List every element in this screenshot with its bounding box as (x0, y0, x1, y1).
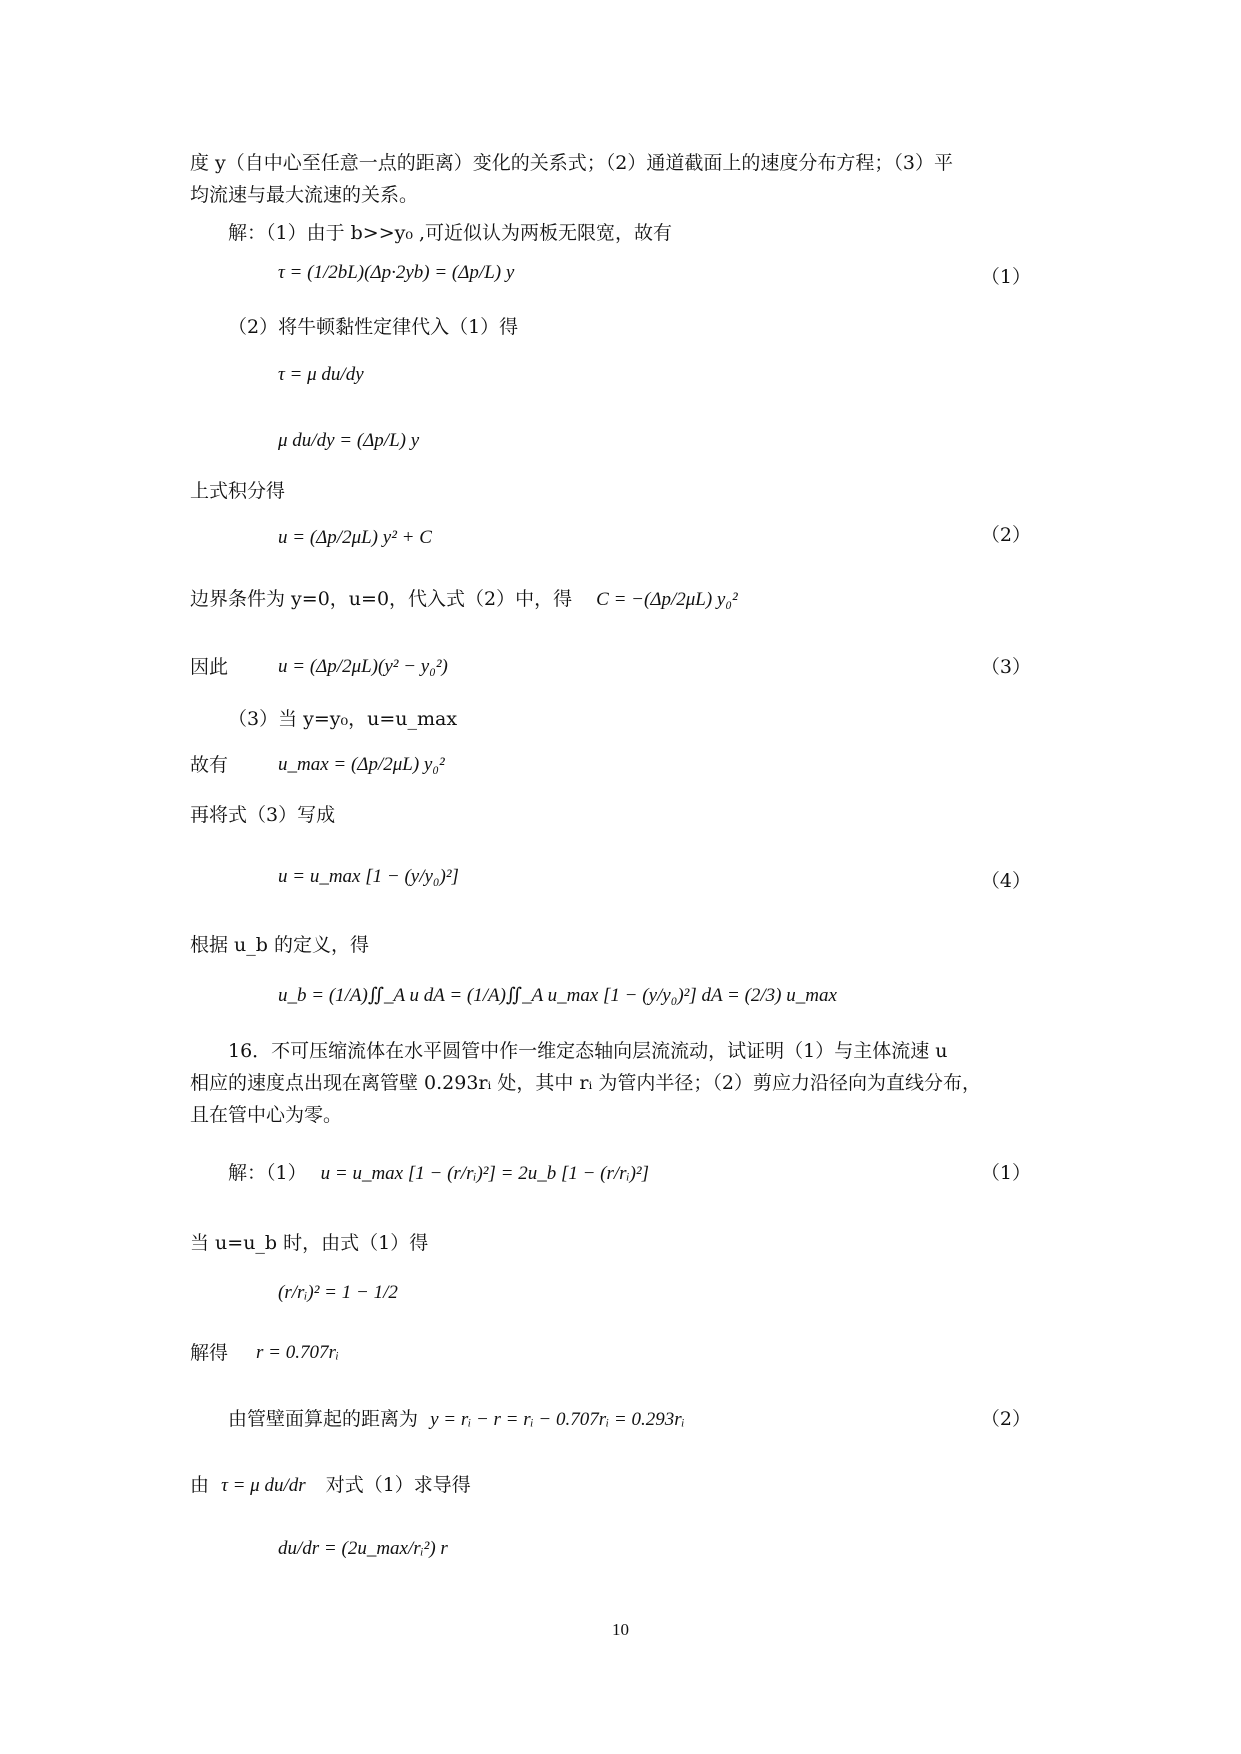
equation: y = rᵢ − r = rᵢ − 0.707rᵢ = 0.293rᵢ (430, 1409, 685, 1430)
page-number: 10 (612, 1620, 629, 1639)
label: 由管壁面算起的距离为 (228, 1408, 419, 1430)
equation: du/dr = (2u_max/rᵢ²) r (278, 1538, 448, 1559)
text-line: 再将式（3）写成 (190, 804, 336, 826)
text-line (228, 1158, 1051, 1189)
equation: τ = μ du/dr (221, 1475, 306, 1496)
label: 解得 (190, 1342, 229, 1364)
equation: C = −(Δp/2μL) y₀² (596, 589, 738, 610)
equation: r = 0.707rᵢ (256, 1342, 339, 1363)
equation: τ = (1/2bL)(Δp·2yb) = (Δp/L) y (278, 262, 515, 283)
label: 由 (190, 1474, 210, 1496)
text-line: 当 u=u_b 时，由式（1）得 (190, 1232, 429, 1254)
text-line: 且在管中心为零。 (190, 1104, 343, 1126)
equation-number: （3） (980, 656, 1031, 678)
equation-number: （2） (980, 1408, 1031, 1430)
equation: τ = μ du/dy (278, 364, 364, 385)
label: 故有 (190, 754, 229, 776)
equation: u_b = (1/A)∬_A u dA = (1/A)∬_A u_max [1 − (y/y₀)²] dA = (2/3) u_max (278, 985, 837, 1006)
equation-number: （1） (980, 1162, 1031, 1184)
equation-number: （1） (980, 266, 1031, 288)
text-line: 根据 u_b 的定义，得 (190, 934, 369, 956)
text-line (190, 1338, 1051, 1368)
text-line: 相应的速度点出现在离管壁 0.293rᵢ 处，其中 rᵢ 为管内半径；（2）剪应力沿径向为直线分布， (190, 1072, 981, 1094)
label: 对式（1）求导得 (325, 1474, 471, 1496)
text-line: （3）当 y=y₀，u=u_max (228, 708, 458, 730)
text-line: 解：（1）由于 b>>y₀ ,可近似认为两板无限宽，故有 (228, 222, 673, 244)
label: 因此 (190, 656, 229, 678)
boundary-text: 边界条件为 y=0，u=0，代入式（2）中，得 (190, 588, 573, 610)
equation: u = u_max [1 − (r/rᵢ)²] = 2u_b [1 − (r/rᵢ)²] (320, 1163, 650, 1184)
text-line: 均流速与最大流速的关系。 (190, 184, 419, 206)
text-line (190, 1470, 1051, 1501)
equation-number: （4） (980, 870, 1031, 892)
equation: u_max = (Δp/2μL) y₀² (278, 754, 445, 775)
text-line: 16．不可压缩流体在水平圆管中作一维定态轴向层流流动，试证明（1）与主体流速 u (228, 1040, 948, 1062)
equation: u = (Δp/2μL) y² + C (278, 527, 432, 548)
text-line (190, 652, 1051, 682)
text-line: （2）将牛顿黏性定律代入（1）得 (228, 316, 519, 338)
text-line (228, 1404, 1051, 1435)
equation-number: （2） (980, 524, 1031, 546)
equation: μ du/dy = (Δp/L) y (278, 430, 420, 451)
equation: u = (Δp/2μL)(y² − y₀²) (278, 656, 448, 677)
equation: u = u_max [1 − (y/y₀)²] (278, 866, 459, 887)
label: 解：（1） (228, 1162, 307, 1184)
text-line: 上式积分得 (190, 480, 286, 502)
text-line: 度 y（自中心至任意一点的距离）变化的关系式；（2）通道截面上的速度分布方程；（3）平 (190, 152, 953, 174)
equation: (r/rᵢ)² = 1 − 1/2 (278, 1282, 398, 1303)
text-line (190, 584, 1051, 615)
text-line (190, 750, 1051, 780)
